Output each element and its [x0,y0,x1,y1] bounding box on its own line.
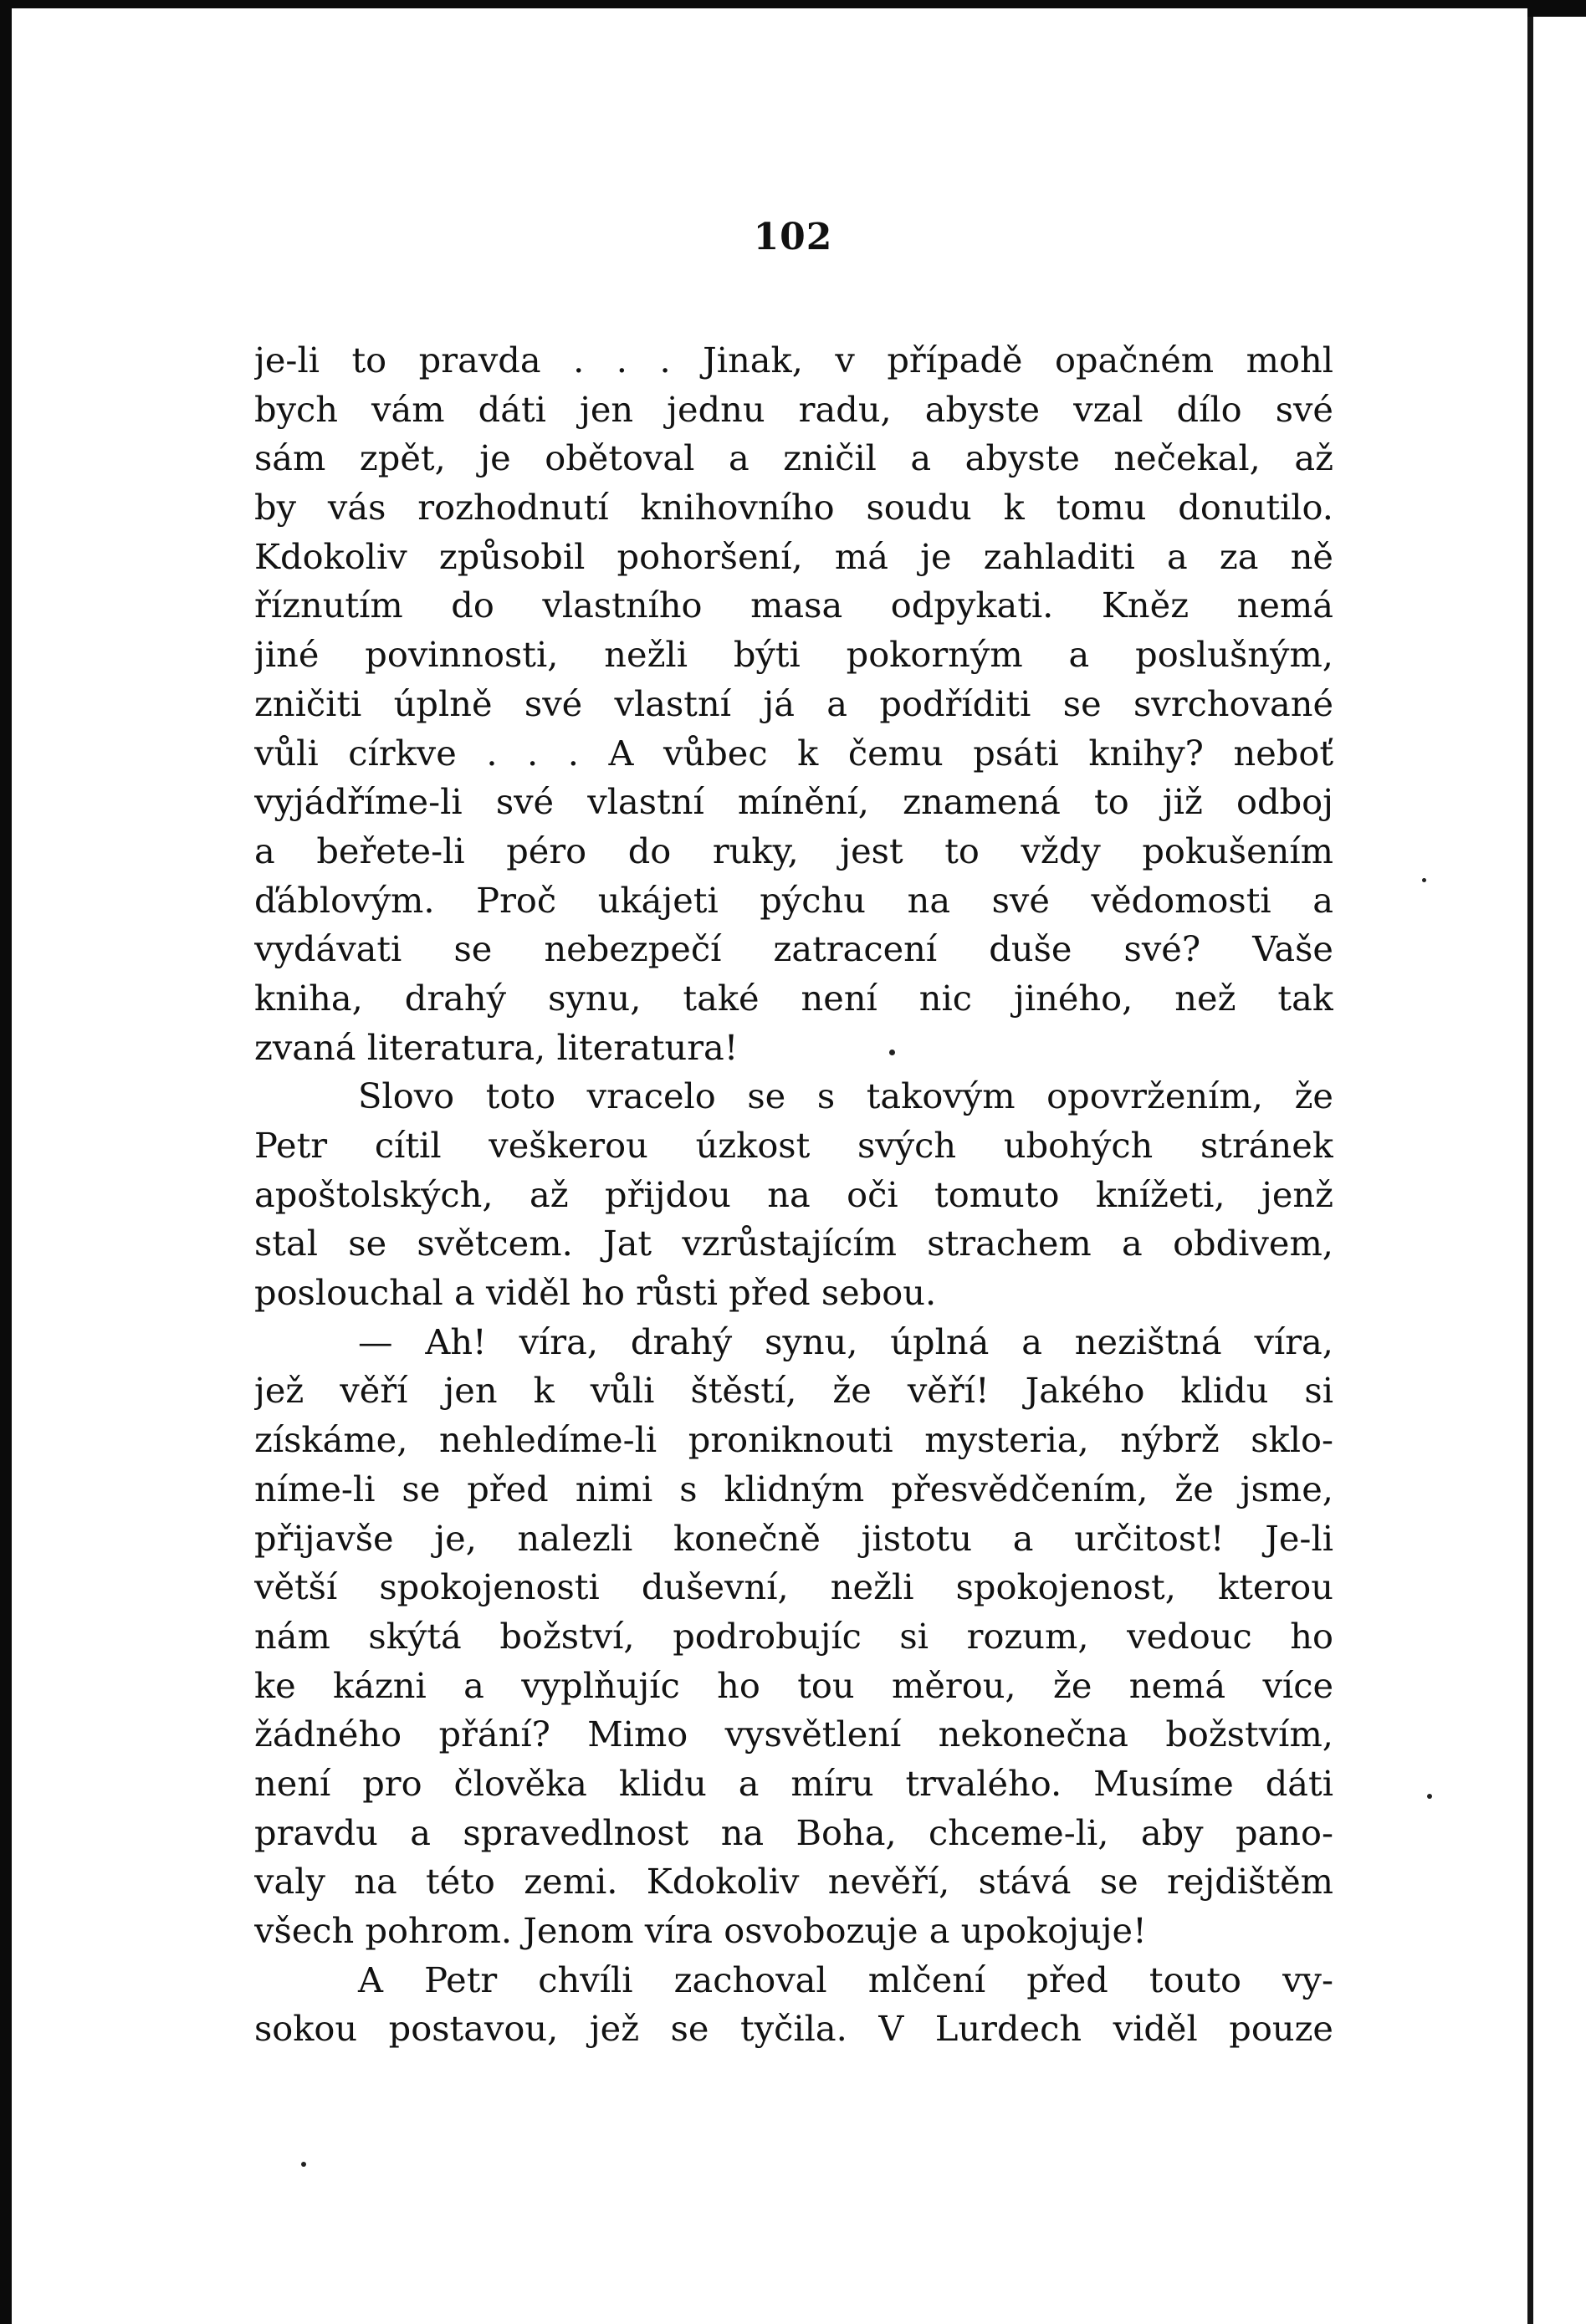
text-line: níme-li se před nimi s klidným přesvědčením, že jsme, [254,1468,1333,1509]
text-line: je-li to pravda . . . Jinak, v případě opačném mohl [254,340,1333,381]
text-line: jež věří jen k vůli štěstí, že věří! Jakého klidu si [254,1370,1333,1412]
text-line: žádného přání? Mimo vysvětlení nekonečna božstvím, [254,1714,1333,1755]
text-line: sokou postavou, jež se tyčila. V Lurdech viděl pouze [254,2008,1333,2050]
text-line: všech pohrom. Jenom víra osvobozuje a upokojuje! [254,1910,1147,1951]
scan-speck [1422,878,1426,882]
text-line: není pro člověka klidu a míru trvalého. Musíme dáti [254,1762,1333,1804]
text-line: Petr cítil veškerou úzkost svých ubohých stránek [254,1125,1333,1166]
text-line: a beřete-li péro do ruky, jest to vždy pokušením [254,830,1333,871]
text-line: zničiti úplně své vlastní já a podříditi se svrchované [254,682,1333,724]
text-line: Slovo toto vracelo se s takovým opovržením, že [358,1075,1333,1117]
text-line: bych vám dáti jen jednu radu, abyste vzal dílo své [254,388,1333,430]
body-text [254,336,1333,2054]
text-line: — Ah! víra, drahý synu, úplná a nezištná víra, [358,1320,1333,1362]
text-line: jiné povinnosti, nežli býti pokorným a poslušným, [254,634,1333,676]
text-line: by vás rozhodnutí knihovního soudu k tomu donutilo. [254,487,1333,529]
text-line: apoštolských, až přijdou na oči tomuto knížeti, jenž [254,1173,1333,1215]
text-line: vůli církve . . . A vůbec k čemu psáti knihy? neboť [254,732,1333,774]
scan-speck [1427,1794,1432,1799]
text-line: přijavše je, nalezli konečně jistotu a určitost! Je-li [254,1517,1333,1559]
text-line: větší spokojenosti duševní, nežli spokojenost, kterou [254,1566,1333,1608]
scan-margin-right [1533,0,1586,2324]
text-line: nám skýtá božství, podrobujíc si rozum, vedouc ho [254,1615,1333,1657]
scan-border-right [1527,0,1533,2324]
text-line: kniha, drahý synu, také není nic jiného, než tak [254,977,1333,1019]
text-line: pravdu a spravedlnost na Boha, chceme-li, aby pano- [254,1811,1333,1853]
text-line: Kdokoliv způsobil pohoršení, má je zahladiti a za ně [254,535,1333,577]
scan-border-left [0,0,12,2324]
scan-speck [301,2162,306,2167]
scan-border-top [0,0,1586,8]
text-line: sám zpět, je obětoval a zničil a abyste nečekal, až [254,437,1333,479]
text-line: stal se světcem. Jat vzrůstajícím strachem a obdivem, [254,1223,1333,1264]
text-line: vydávati se nebezpečí zatracení duše své? Vaše [254,928,1333,970]
text-line: poslouchal a viděl ho růsti před sebou. [254,1272,937,1314]
text-line: říznutím do vlastního masa odpykati. Kněz nemá [254,585,1333,626]
text-line: ďáblovým. Proč ukájeti pýchu na své vědomosti a [254,879,1333,921]
text-line: zvaná literatura, literatura! [254,1026,739,1068]
text-line: ke kázni a vyplňujíc ho tou měrou, že nemá více [254,1664,1333,1706]
text-line: vyjádříme-li své vlastní mínění, znamená to již odboj [254,781,1333,823]
text-line: A Petr chvíli zachoval mlčení před touto vy- [358,1959,1333,2000]
text-line: valy na této zemi. Kdokoliv nevěří, stává se rejdištěm [254,1861,1333,1903]
page-number: 102 [753,216,833,258]
text-line: získáme, nehledíme-li proniknouti mysteria, nýbrž sklo- [254,1419,1333,1461]
scan-corner-top-right [1527,0,1586,17]
